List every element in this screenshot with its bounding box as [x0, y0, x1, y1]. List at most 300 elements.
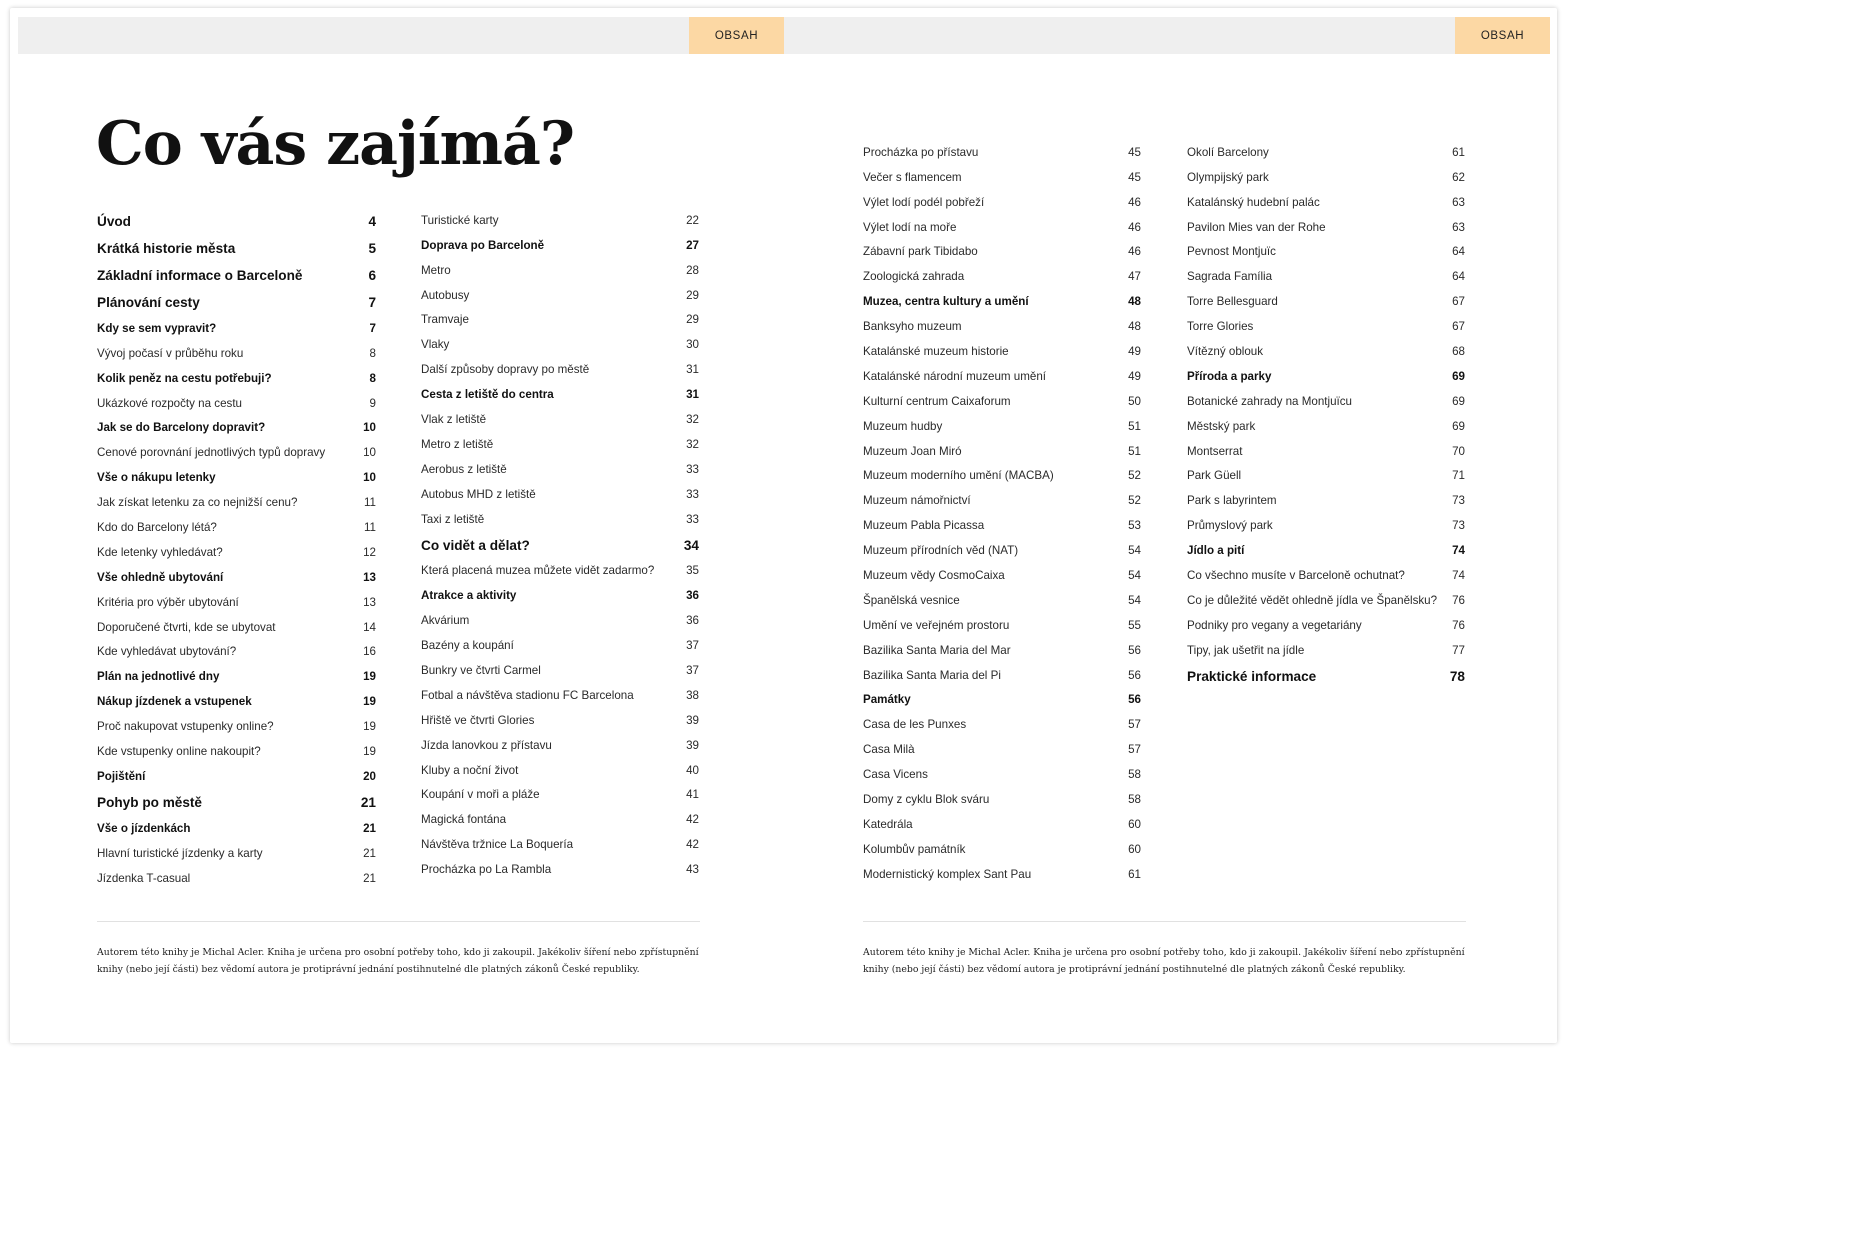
toc-entry-title: Procházka po La Rambla: [421, 863, 552, 877]
toc-entry[interactable]: [97, 366, 376, 391]
toc-entry-title: Kdo do Barcelony létá?: [97, 521, 217, 535]
toc-entry-title: Torre Glories: [1187, 320, 1254, 334]
toc-entry-title: Kolumbův památník: [863, 842, 966, 856]
toc-entry-title: Muzeum hudby: [863, 419, 943, 433]
toc-entry-page-number: 56: [1128, 668, 1141, 682]
toc-entry-title: Vývoj počasí v průběhu roku: [97, 346, 244, 360]
toc-entry[interactable]: [1187, 663, 1465, 690]
toc-entry[interactable]: [97, 416, 376, 441]
toc-entry-title: Muzea, centra kultury a umění: [863, 295, 1029, 309]
toc-entry-page-number: 29: [686, 288, 699, 302]
toc-entry-title: Hlavní turistické jízdenky a karty: [97, 846, 263, 860]
toc-entry-page-number: 63: [1452, 220, 1465, 234]
toc-entry-title: Vše ohledně ubytování: [97, 570, 224, 584]
toc-entry-title: Pevnost Montjuïc: [1187, 245, 1276, 259]
toc-entry-page-number: 52: [1128, 494, 1141, 508]
toc-entry-page-number: 10: [363, 471, 376, 485]
toc-entry-title: Vše o nákupu letenky: [97, 471, 216, 485]
toc-entry[interactable]: [97, 816, 376, 841]
toc-entry-page-number: 29: [686, 313, 699, 327]
toc-entry-page-number: 19: [363, 670, 376, 684]
toc-entry-title: Podniky pro vegany a vegetariány: [1187, 618, 1362, 632]
toc-entry-title: Muzeum námořnictví: [863, 494, 971, 508]
toc-entry-title: Katalánské národní muzeum umění: [863, 369, 1047, 383]
copyright-line-1: Autorem této knihy je Michal Acler. Kniha je určena pro osobní potřeby toho, kdo ji zakoupil. Jakékoliv šíření nebo zpřístupnění: [863, 947, 1465, 958]
toc-entry-page-number: 19: [363, 695, 376, 709]
page-title: Co vás zajímá?: [96, 109, 575, 179]
toc-entry[interactable]: [97, 262, 376, 289]
toc-entry[interactable]: [421, 708, 699, 733]
toc-entry-title: Pojištění: [97, 769, 146, 783]
toc-entry-title: Vlak z letiště: [421, 413, 487, 427]
toc-entry[interactable]: [97, 235, 376, 262]
toc-entry-page-number: 54: [1128, 593, 1141, 607]
toc-entry[interactable]: [1187, 314, 1465, 339]
toc-entry-title: Autobus MHD z letiště: [421, 487, 536, 501]
toc-entry-title: Večer s flamencem: [863, 170, 962, 184]
toc-entry-page-number: 68: [1452, 345, 1465, 359]
toc-entry-title: Návštěva tržnice La Boquería: [421, 838, 574, 852]
toc-entry[interactable]: [421, 482, 699, 507]
toc-entry[interactable]: [1187, 613, 1465, 638]
toc-entry[interactable]: [421, 783, 699, 808]
toc-entry[interactable]: [1187, 215, 1465, 240]
toc-entry-page-number: 9: [369, 396, 376, 410]
toc-entry-page-number: 57: [1128, 718, 1141, 732]
toc-entry-page-number: 38: [686, 688, 699, 702]
toc-entry[interactable]: [421, 283, 699, 308]
toc-entry[interactable]: [97, 739, 376, 764]
toc-entry-title: Památky: [863, 693, 911, 707]
toc-entry[interactable]: [421, 233, 699, 258]
toc-entry-title: Park s labyrintem: [1187, 494, 1277, 508]
toc-entry[interactable]: [1187, 563, 1465, 588]
toc-entry[interactable]: [421, 457, 699, 482]
toc-entry[interactable]: [1187, 464, 1465, 489]
toc-entry-title: Která placená muzea můžete vidět zadarmo?: [421, 564, 655, 578]
toc-entry-page-number: 35: [686, 564, 699, 578]
toc-entry-page-number: 62: [1452, 170, 1465, 184]
toc-entry-page-number: 60: [1128, 817, 1141, 831]
toc-entry-title: Výlet lodí na moře: [863, 220, 957, 234]
copyright-line-2: knihy (nebo její části) bez vědomí autora je protiprávní jednání postihnutelné dle platných zákonů České republiky.: [97, 963, 640, 975]
toc-entry-page-number: 8: [369, 346, 376, 360]
toc-entry-title: Aerobus z letiště: [421, 462, 507, 476]
toc-entry-page-number: 51: [1128, 444, 1141, 458]
toc-entry-page-number: 40: [686, 763, 699, 777]
toc-entry-title: Katalánské muzeum historie: [863, 345, 1009, 359]
toc-entry[interactable]: [1187, 339, 1465, 364]
toc-entry[interactable]: [1187, 165, 1465, 190]
toc-entry-page-number: 33: [686, 462, 699, 476]
toc-entry-page-number: 51: [1128, 419, 1141, 433]
toc-entry[interactable]: [97, 866, 376, 891]
toc-entry-page-number: 47: [1128, 270, 1141, 284]
toc-entry-title: Fotbal a návštěva stadionu FC Barcelona: [421, 688, 634, 702]
toc-entry-page-number: 30: [686, 338, 699, 352]
toc-entry-title: Casa Milà: [863, 743, 915, 757]
toc-entry-page-number: 77: [1452, 643, 1465, 657]
toc-entry-title: Kdy se sem vypravit?: [97, 321, 217, 335]
toc-entry-page-number: 7: [368, 295, 376, 310]
toc-entry-page-number: 37: [686, 639, 699, 653]
toc-entry[interactable]: [863, 638, 1141, 663]
toc-entry[interactable]: [97, 714, 376, 739]
toc-entry-title: Ukázkové rozpočty na cestu: [97, 396, 242, 410]
toc-entry-title: Vlaky: [421, 338, 450, 352]
toc-entry-title: Hřiště ve čtvrti Glories: [421, 713, 535, 727]
toc-entry-page-number: 5: [368, 241, 376, 256]
toc-entry-page-number: 63: [1452, 195, 1465, 209]
toc-entry-page-number: 36: [686, 614, 699, 628]
toc-entry-title: Umění ve veřejném prostoru: [863, 618, 1010, 632]
toc-entry[interactable]: [97, 841, 376, 866]
toc-entry[interactable]: [421, 857, 699, 882]
toc-entry[interactable]: [863, 140, 1141, 165]
toc-entry-title: Tramvaje: [421, 313, 469, 327]
toc-entry-page-number: 48: [1128, 320, 1141, 334]
toc-entry[interactable]: [863, 737, 1141, 762]
toc-entry-title: Pavilon Mies van der Rohe: [1187, 220, 1326, 234]
toc-entry-page-number: 69: [1452, 369, 1465, 383]
toc-entry-title: Pohyb po městě: [97, 794, 202, 810]
toc-column-1: [97, 208, 376, 891]
toc-entry-title: Bunkry ve čtvrti Carmel: [421, 664, 541, 678]
toc-entry[interactable]: [1187, 264, 1465, 289]
toc-entry-page-number: 73: [1452, 494, 1465, 508]
toc-entry[interactable]: [421, 608, 699, 633]
copyright-notice-right: [863, 945, 1467, 978]
toc-entry[interactable]: [97, 208, 376, 235]
toc-entry-page-number: 4: [368, 214, 376, 229]
toc-entry[interactable]: [421, 807, 699, 832]
toc-entry[interactable]: [863, 364, 1141, 389]
toc-entry[interactable]: [863, 837, 1141, 862]
toc-entry[interactable]: [421, 683, 699, 708]
toc-entry-page-number: 7: [369, 321, 376, 335]
toc-entry[interactable]: [863, 240, 1141, 265]
toc-entry-page-number: 32: [686, 437, 699, 451]
toc-entry-page-number: 78: [1449, 668, 1465, 684]
toc-entry-page-number: 19: [363, 720, 376, 734]
toc-entry[interactable]: [863, 688, 1141, 713]
toc-entry-title: Další způsoby dopravy po městě: [421, 363, 590, 377]
toc-entry[interactable]: [1187, 389, 1465, 414]
toc-entry-page-number: 16: [363, 645, 376, 659]
toc-entry[interactable]: [1187, 240, 1465, 265]
toc-entry[interactable]: [421, 832, 699, 857]
toc-entry-title: Muzeum moderního umění (MACBA): [863, 469, 1054, 483]
toc-entry[interactable]: [97, 615, 376, 640]
toc-entry-page-number: 21: [363, 871, 376, 885]
toc-entry-title: Jízdenka T-casual: [97, 871, 191, 885]
toc-entry-title: Turistické karty: [421, 213, 499, 227]
toc-entry-title: Katedrála: [863, 817, 913, 831]
toc-entry[interactable]: [97, 316, 376, 341]
toc-entry-title: Metro: [421, 263, 451, 277]
toc-entry[interactable]: [421, 332, 699, 357]
toc-entry[interactable]: [863, 389, 1141, 414]
toc-entry[interactable]: [1187, 538, 1465, 563]
toc-entry-page-number: 31: [686, 363, 699, 377]
toc-entry-title: Modernistický komplex Sant Pau: [863, 867, 1032, 881]
toc-entry-title: Metro z letiště: [421, 437, 494, 451]
toc-entry[interactable]: [863, 538, 1141, 563]
toc-entry[interactable]: [863, 762, 1141, 787]
toc-entry-title: Cesta z letiště do centra: [421, 388, 554, 402]
toc-entry-page-number: 28: [686, 263, 699, 277]
toc-entry-title: Nákup jízdenek a vstupenek: [97, 695, 252, 709]
toc-entry[interactable]: [97, 391, 376, 416]
toc-entry[interactable]: [421, 583, 699, 608]
toc-entry-title: Kde letenky vyhledávat?: [97, 545, 223, 559]
toc-entry[interactable]: [863, 264, 1141, 289]
toc-entry[interactable]: [421, 658, 699, 683]
toc-entry-page-number: 11: [363, 496, 376, 510]
toc-entry[interactable]: [1187, 638, 1465, 663]
toc-entry[interactable]: [863, 787, 1141, 812]
toc-entry-title: Bazény a koupání: [421, 639, 514, 653]
toc-entry-title: Co vidět a dělat?: [421, 537, 530, 553]
toc-entry-title: Kde vstupenky online nakoupit?: [97, 745, 261, 759]
toc-entry-page-number: 11: [363, 521, 376, 535]
toc-entry-title: Magická fontána: [421, 813, 507, 827]
toc-entry-page-number: 34: [683, 537, 699, 553]
toc-entry-page-number: 61: [1128, 867, 1141, 881]
toc-entry-title: Jízda lanovkou z přístavu: [421, 738, 552, 752]
toc-entry-title: Banksyho muzeum: [863, 320, 962, 334]
toc-entry[interactable]: [97, 440, 376, 465]
toc-entry[interactable]: [863, 613, 1141, 638]
toc-entry-title: Montserrat: [1187, 444, 1243, 458]
toc-entry-page-number: 53: [1128, 519, 1141, 533]
toc-entry[interactable]: [97, 540, 376, 565]
toc-entry-title: Procházka po přístavu: [863, 145, 979, 159]
toc-entry[interactable]: [97, 689, 376, 714]
toc-entry[interactable]: [421, 382, 699, 407]
toc-entry-page-number: 54: [1128, 544, 1141, 558]
toc-entry-title: Tipy, jak ušetřit na jídle: [1187, 643, 1305, 657]
toc-entry-page-number: 10: [363, 446, 376, 460]
toc-entry[interactable]: [421, 258, 699, 283]
toc-entry-title: Jak se do Barcelony dopravit?: [97, 421, 266, 435]
toc-entry[interactable]: [863, 314, 1141, 339]
toc-entry-page-number: 10: [363, 421, 376, 435]
toc-entry-page-number: 67: [1452, 295, 1465, 309]
toc-entry-title: Muzeum Pabla Picassa: [863, 519, 985, 533]
toc-entry-title: Krátká historie města: [97, 241, 236, 256]
toc-entry[interactable]: [1187, 289, 1465, 314]
toc-entry[interactable]: [863, 712, 1141, 737]
toc-entry-title: Torre Bellesguard: [1187, 295, 1278, 309]
toc-entry-page-number: 71: [1452, 469, 1465, 483]
toc-entry[interactable]: [863, 464, 1141, 489]
toc-entry-title: Městský park: [1187, 419, 1256, 433]
toc-entry-page-number: 58: [1128, 768, 1141, 782]
toc-column-2: [421, 208, 699, 882]
toc-entry-page-number: 42: [686, 813, 699, 827]
toc-entry[interactable]: [1187, 439, 1465, 464]
toc-entry-title: Akvárium: [421, 614, 470, 628]
toc-entry-title: Plánování cesty: [97, 295, 200, 310]
toc-entry-title: Výlet lodí podél pobřeží: [863, 195, 985, 209]
toc-entry-page-number: 48: [1128, 295, 1141, 309]
toc-entry[interactable]: [421, 432, 699, 457]
toc-entry-page-number: 37: [686, 664, 699, 678]
toc-entry-page-number: 43: [686, 863, 699, 877]
toc-entry-page-number: 36: [686, 589, 699, 603]
toc-entry[interactable]: [97, 664, 376, 689]
toc-entry-page-number: 50: [1128, 394, 1141, 408]
toc-entry-title: Průmyslový park: [1187, 519, 1273, 533]
toc-entry[interactable]: [863, 439, 1141, 464]
toc-entry[interactable]: [863, 190, 1141, 215]
toc-entry-page-number: 33: [686, 512, 699, 526]
toc-entry[interactable]: [863, 862, 1141, 887]
toc-entry-page-number: 39: [686, 738, 699, 752]
copyright-notice-left: [97, 945, 701, 978]
toc-entry-title: Španělská vesnice: [863, 593, 960, 607]
toc-entry[interactable]: [1187, 513, 1465, 538]
toc-entry-title: Atrakce a aktivity: [421, 589, 517, 603]
toc-entry-page-number: 14: [363, 620, 376, 634]
toc-entry[interactable]: [97, 640, 376, 665]
toc-entry[interactable]: [421, 758, 699, 783]
toc-entry-title: Kulturní centrum Caixaforum: [863, 394, 1011, 408]
toc-entry[interactable]: [421, 407, 699, 432]
section-tab-left: OBSAH: [689, 17, 784, 54]
toc-entry[interactable]: [863, 414, 1141, 439]
toc-entry-title: Praktické informace: [1187, 668, 1317, 684]
toc-entry[interactable]: [863, 812, 1141, 837]
toc-entry-title: Katalánský hudební palác: [1187, 195, 1320, 209]
toc-entry-page-number: 64: [1452, 270, 1465, 284]
toc-entry-page-number: 31: [686, 388, 699, 402]
toc-entry[interactable]: [97, 764, 376, 789]
toc-entry-page-number: 58: [1128, 793, 1141, 807]
toc-entry-title: Bazilika Santa Maria del Mar: [863, 643, 1011, 657]
toc-entry-page-number: 13: [363, 570, 376, 584]
toc-entry[interactable]: [97, 590, 376, 615]
copyright-line-1: Autorem této knihy je Michal Acler. Kniha je určena pro osobní potřeby toho, kdo ji zakoupil. Jakékoliv šíření nebo zpřístupnění: [97, 947, 699, 958]
toc-entry-page-number: 74: [1452, 569, 1465, 583]
toc-entry-page-number: 21: [363, 846, 376, 860]
toc-entry-page-number: 6: [368, 268, 376, 283]
toc-entry[interactable]: [1187, 140, 1465, 165]
toc-entry-title: Doporučené čtvrti, kde se ubytovat: [97, 620, 276, 634]
toc-entry-title: Casa de les Punxes: [863, 718, 967, 732]
toc-entry-title: Co je důležité vědět ohledně jídla ve Španělsku?: [1187, 593, 1438, 607]
toc-entry-page-number: 27: [686, 238, 699, 252]
toc-entry[interactable]: [97, 515, 376, 540]
toc-entry-title: Domy z cyklu Blok sváru: [863, 793, 990, 807]
toc-entry[interactable]: [421, 532, 699, 559]
toc-entry[interactable]: [863, 663, 1141, 688]
toc-entry-page-number: 67: [1452, 320, 1465, 334]
toc-entry-page-number: 49: [1128, 369, 1141, 383]
toc-entry-title: Casa Vicens: [863, 768, 928, 782]
toc-entry-title: Okolí Barcelony: [1187, 145, 1269, 159]
toc-column-3: [863, 140, 1141, 887]
toc-entry-page-number: 20: [363, 769, 376, 783]
toc-entry-page-number: 22: [686, 213, 699, 227]
toc-entry-title: Kde vyhledávat ubytování?: [97, 645, 237, 659]
toc-entry[interactable]: [421, 507, 699, 532]
toc-entry[interactable]: [421, 208, 699, 233]
toc-entry[interactable]: [863, 513, 1141, 538]
toc-entry-title: Cenové porovnání jednotlivých typů dopravy: [97, 446, 326, 460]
toc-entry-page-number: 76: [1452, 593, 1465, 607]
toc-entry[interactable]: [97, 465, 376, 490]
toc-entry-title: Muzeum Joan Miró: [863, 444, 962, 458]
footer-divider-left: [97, 921, 700, 922]
toc-entry[interactable]: [863, 289, 1141, 314]
toc-entry-page-number: 56: [1128, 643, 1141, 657]
toc-entry[interactable]: [863, 215, 1141, 240]
copyright-line-2: knihy (nebo její části) bez vědomí autora je protiprávní jednání postihnutelné dle platných zákonů České republiky.: [863, 963, 1406, 975]
toc-entry-page-number: 12: [363, 545, 376, 559]
toc-entry-title: Kritéria pro výběr ubytování: [97, 595, 239, 609]
toc-entry[interactable]: [863, 339, 1141, 364]
toc-entry-page-number: 69: [1452, 419, 1465, 433]
toc-entry-title: Muzeum vědy CosmoCaixa: [863, 569, 1005, 583]
toc-entry[interactable]: [1187, 588, 1465, 613]
toc-entry[interactable]: [863, 563, 1141, 588]
toc-entry-title: Vše o jízdenkách: [97, 821, 191, 835]
toc-entry-title: Muzeum přírodních věd (NAT): [863, 544, 1019, 558]
toc-entry[interactable]: [97, 565, 376, 590]
toc-entry[interactable]: [97, 490, 376, 515]
toc-entry-page-number: 45: [1128, 145, 1141, 159]
toc-entry-title: Koupání v moři a pláže: [421, 788, 540, 802]
toc-entry[interactable]: [97, 341, 376, 366]
toc-entry-page-number: 21: [360, 794, 376, 810]
toc-entry[interactable]: [421, 357, 699, 382]
toc-entry-page-number: 76: [1452, 618, 1465, 632]
footer-divider-right: [863, 921, 1466, 922]
toc-entry[interactable]: [863, 165, 1141, 190]
toc-entry[interactable]: [421, 633, 699, 658]
toc-entry-title: Taxi z letiště: [421, 512, 485, 526]
toc-entry-title: Základní informace o Barceloně: [97, 268, 303, 283]
toc-entry[interactable]: [1187, 190, 1465, 215]
toc-entry[interactable]: [421, 733, 699, 758]
toc-entry-page-number: 61: [1452, 145, 1465, 159]
toc-entry-page-number: 46: [1128, 245, 1141, 259]
toc-entry[interactable]: [97, 789, 376, 816]
toc-entry-page-number: 55: [1128, 618, 1141, 632]
toc-entry-page-number: 41: [686, 788, 699, 802]
toc-entry-title: Sagrada Família: [1187, 270, 1273, 284]
toc-entry-title: Co všechno musíte v Barceloně ochutnat?: [1187, 569, 1405, 583]
toc-entry-page-number: 46: [1128, 220, 1141, 234]
toc-entry-page-number: 56: [1128, 693, 1141, 707]
toc-entry-page-number: 57: [1128, 743, 1141, 757]
toc-column-4: [1187, 140, 1465, 690]
toc-entry-title: Vítězný oblouk: [1187, 345, 1264, 359]
toc-entry[interactable]: [863, 588, 1141, 613]
toc-entry[interactable]: [97, 289, 376, 316]
toc-entry-page-number: 8: [369, 371, 376, 385]
toc-entry-title: Plán na jednotlivé dny: [97, 670, 220, 684]
toc-entry[interactable]: [1187, 364, 1465, 389]
toc-entry[interactable]: [1187, 414, 1465, 439]
toc-entry[interactable]: [421, 559, 699, 584]
toc-entry[interactable]: [863, 488, 1141, 513]
toc-entry[interactable]: [1187, 488, 1465, 513]
toc-entry-title: Příroda a parky: [1187, 369, 1272, 383]
toc-entry[interactable]: [421, 308, 699, 333]
